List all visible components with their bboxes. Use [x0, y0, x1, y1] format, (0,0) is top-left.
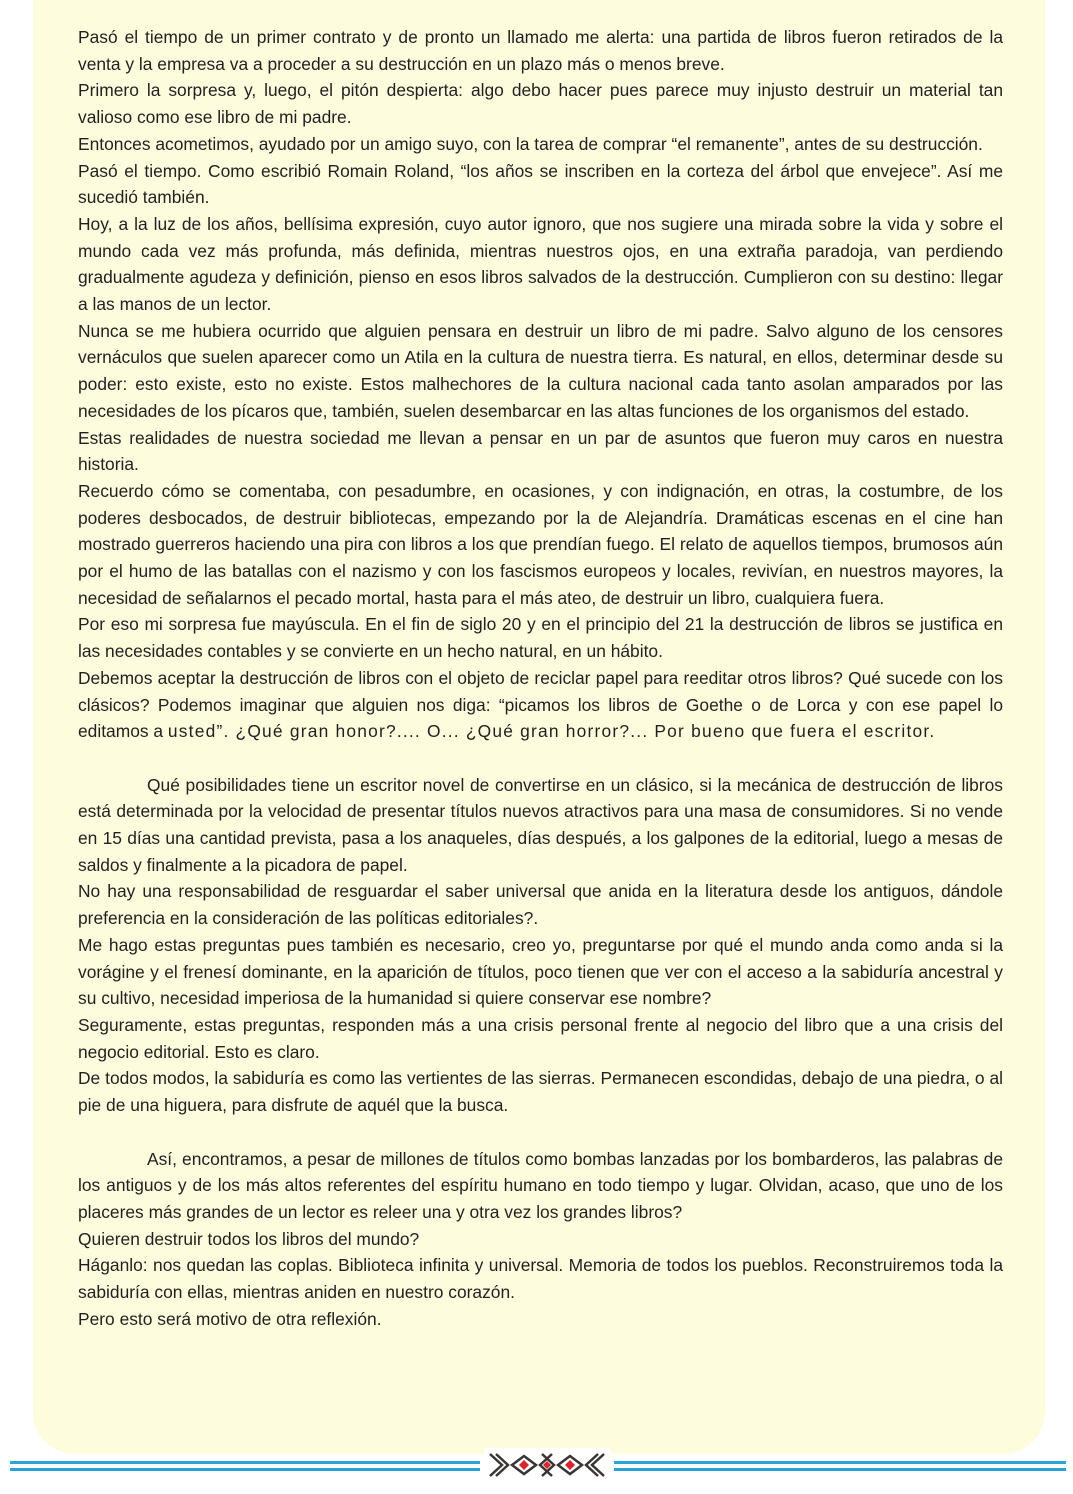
paragraph: Nunca se me hubiera ocurrido que alguien pensara en destruir un libro de mi padre. Salvo alguno de los censores vernáculos que suelen aparecer como un Atila en la cultura de nuestra tierra. Es natural, en ellos, determinar desde su poder: esto existe, esto no existe. Estos malhechores de la cultura nacional cada tanto asolan amparados por las necesidades de los pícaros que, también, suelen desembarcar en las altas funciones de los organismos del estado. — [78, 320, 1003, 421]
footer-rule-left-bottom — [10, 1468, 480, 1471]
andean-geometric-ornament-icon — [484, 1448, 610, 1482]
paragraph: Estas realidades de nuestra sociedad me llevan a pensar en un par de asuntos que fueron muy caros en nuestra historia. — [78, 427, 1003, 475]
footer-rule-left-top — [10, 1461, 480, 1464]
footer-rule-right-bottom — [614, 1468, 1066, 1471]
paragraph: Pero esto será motivo de otra reflexión. — [78, 1308, 382, 1329]
section-gap — [78, 1119, 1003, 1146]
paragraph: Me hago estas preguntas pues también es necesario, creo yo, preguntarse por qué el mundo anda como anda si la vorágine y el frenesí dominante, en la aparición de títulos, poco tienen que ver con el acceso a la sabiduría ancestral y su cultivo, necesidad imperiosa de la humanidad si quiere conservar ese nombre? — [78, 934, 1003, 1009]
footer-rule-right-top — [614, 1461, 1066, 1464]
article-body — [78, 24, 1003, 1332]
paragraph: Seguramente, estas preguntas, responden más a una crisis personal frente al negocio del libro que a una crisis del negocio editorial. Esto es claro. — [78, 1015, 1003, 1062]
paragraph-mixed — [78, 665, 1003, 745]
section-lead-paragraph: Qué posibilidades tiene un escritor novel de convertirse en un clásico, si la mecánica de destrucción de libros está determinada por la velocidad de presentar títulos nuevos atractivos para una masa de consumidores. Si no vende en 15 días una cantidad prevista, pasa a los anaqueles, días después, a los galpones de la editorial, luego a mesas de saldos y finalmente a la picadora de papel. — [78, 774, 1003, 875]
section-lead-paragraph: Así, encontramos, a pesar de millones de títulos como bombas lanzadas por los bombarderos, las palabras de los antiguos y de los más altos referentes del espíritu humano en todo tiempo y lugar. Olvidan, acaso, que uno de los placeres más grandes de un lector es releer una y otra vez los grandes libros? — [78, 1148, 1003, 1222]
paragraph: Pasó el tiempo de un primer contrato y de pronto un llamado me alerta: una partida de libros fueron retirados de la venta y la empresa va a proceder a su destrucción en un plazo más o menos breve. — [78, 27, 1003, 74]
paragraph: Recuerdo cómo se comentaba, con pesadumbre, en ocasiones, y con indignación, en otras, la costumbre, de los poderes desbocados, de destruir bibliotecas, empezando por la de Alejandría. Dramáticas escenas en el cine han mostrado guerreros haciendo una pira con libros a los que prendían fuego. El relato de aquellos tiempos, brumosos aún por el humo de las batallas con el nazismo y con los fascismos europeos y locales, revivían, en nuestros mayores, la necesidad de señalarnos el pecado mortal, hasta para el más ateo, de destruir un libro, cualquiera fuera. — [78, 480, 1003, 608]
paragraph: Háganlo: nos quedan las coplas. Biblioteca infinita y universal. Memoria de todos los pueblos. Reconstruiremos toda la sabiduría con ellas, mientras aniden en nuestro corazón. — [78, 1255, 1003, 1303]
ornament-svg — [484, 1448, 610, 1482]
paragraph-text-spaced: usted”. ¿Qué gran honor?.... O... ¿Qué gran horror?... Por bueno que fuera el escritor. — [167, 721, 936, 742]
paragraph: De todos modos, la sabiduría es como las vertientes de las sierras. Permanecen escondidas, debajo de una piedra, o al pie de una higuera, para disfrute de aquél que la busca. — [78, 1068, 1003, 1116]
paragraph-text: Debemos aceptar la destrucción de libros con el objeto de reciclar papel para reeditar otros libros? Qué sucede con los clásicos? Podemos imaginar que alguien nos diga: “picamos los libros de Goethe o de Lorca y con ese papel lo editamos a — [78, 667, 1003, 742]
paragraph: Primero la sorpresa y, luego, el pitón despierta: algo debo hacer pues parece muy injusto destruir un material tan valioso como ese libro de mi padre. — [78, 80, 1003, 128]
paragraph: Entonces acometimos, ayudado por un amigo suyo, con la tarea de comprar “el remanente”, antes de su destrucción. — [78, 133, 983, 154]
paragraph: Hoy, a la luz de los años, bellísima expresión, cuyo autor ignoro, que nos sugiere una mirada sobre la vida y sobre el mundo cada vez más profunda, más definida, mientras nuestros ojos, en una extraña paradoja, van perdiendo gradualmente agudeza y definición, pienso en esos libros salvados de la destrucción. Cumplieron con su destino: llegar a las manos de un lector. — [78, 213, 1003, 315]
paragraph: Pasó el tiempo. Como escribió Romain Roland, “los años se inscriben en la corteza del árbol que envejece”. Así me sucedió también. — [78, 160, 1003, 208]
paragraph: Por eso mi sorpresa fue mayúscula. En el fin de siglo 20 y en el principio del 21 la destrucción de libros se justifica en las necesidades contables y se convierte en un hecho natural, en un hábito. — [78, 614, 1003, 662]
paragraph: Quieren destruir todos los libros del mundo? — [78, 1228, 420, 1249]
section-gap — [78, 745, 1003, 772]
paragraph: No hay una responsabilidad de resguardar el saber universal que anida en la literatura desde los antiguos, dándole preferencia en la consideración de las políticas editoriales?. — [78, 881, 1003, 929]
